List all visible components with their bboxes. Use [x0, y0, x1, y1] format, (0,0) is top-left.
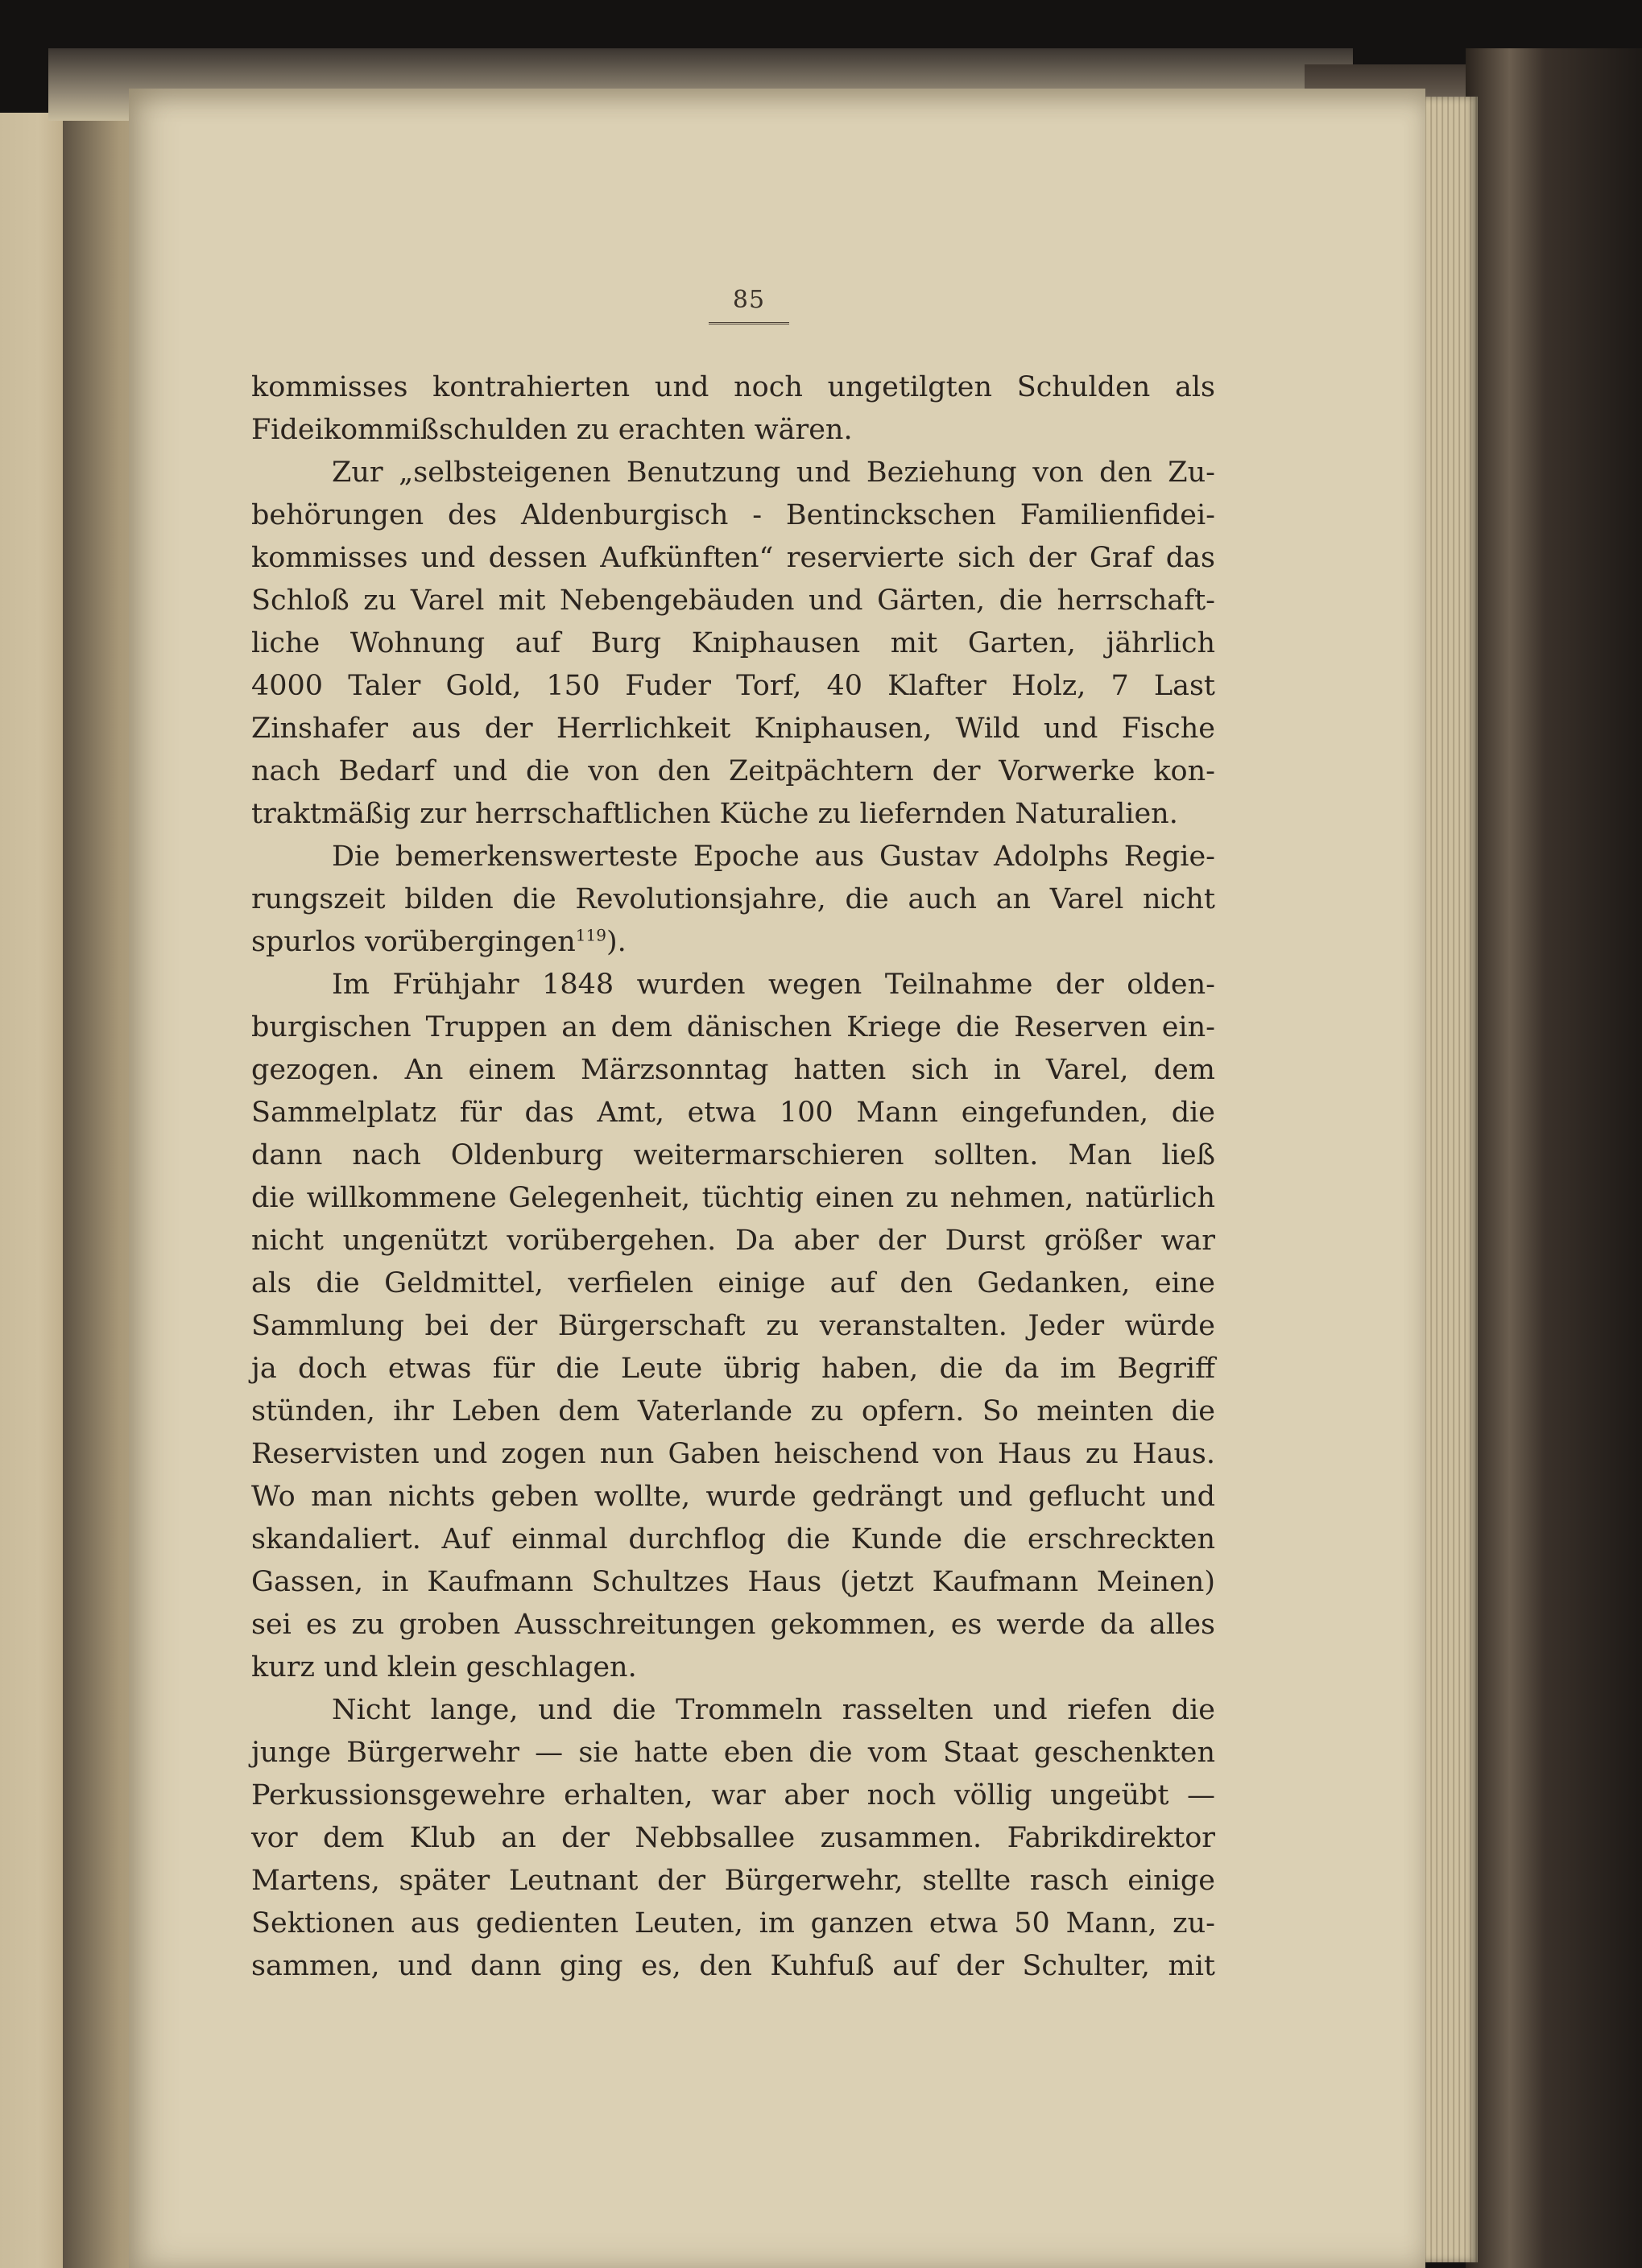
- text-line: kommisses und dessen Aufkünften“ reservierte sich der Graf das: [251, 542, 1215, 574]
- text-line: Im Frühjahr 1848 wurden wegen Teilnahme der olden-: [332, 969, 1215, 1001]
- text-line: Nicht lange, und die Trommeln rasselten und riefen die: [332, 1694, 1215, 1726]
- text-line: Sektionen aus gedienten Leuten, im ganzen etwa 50 Mann, zu-: [251, 1907, 1215, 1940]
- text-line: sei es zu groben Ausschreitungen gekommen, es werde da alles: [251, 1609, 1215, 1641]
- text-line: Wo man nichts geben wollte, wurde gedrängt und geflucht und: [251, 1481, 1215, 1513]
- text-line: Martens, später Leutnant der Bürgerwehr, stellte rasch einige: [251, 1865, 1215, 1897]
- text-line: traktmäßig zur herrschaftlichen Küche zu liefernden Naturalien.: [251, 798, 1178, 830]
- text-line: Zinshafer aus der Herrlichkeit Kniphausen, Wild und Fische: [251, 713, 1215, 745]
- text-line: Zur „selbsteigenen Benutzung und Beziehung von den Zu-: [332, 456, 1215, 489]
- text-line: spurlos vorübergingen: [251, 926, 576, 958]
- footnote-reference: 119: [575, 925, 606, 945]
- page-number: 85: [732, 286, 766, 314]
- text-line: ja doch etwas für die Leute übrig haben, die da im Begriff: [251, 1353, 1215, 1385]
- text-line: behörungen des Aldenburgisch - Bentinckschen Familienfidei-: [251, 499, 1215, 531]
- text-line: Schloß zu Varel mit Nebengebäuden und Gärten, die herrschaft-: [251, 585, 1215, 617]
- text-line: Gassen, in Kaufmann Schultzes Haus (jetzt Kaufmann Meinen): [251, 1566, 1215, 1598]
- text-line: stünden, ihr Leben dem Vaterlande zu opfern. So meinten die: [251, 1395, 1215, 1427]
- book-cover-edge: [1466, 48, 1642, 2268]
- text-line: burgischen Truppen an dem dänischen Kriege die Reserven ein-: [251, 1011, 1215, 1043]
- previous-page-edge: [0, 113, 64, 2268]
- text-line: sammen, und dann ging es, den Kuhfuß auf der Schulter, mit: [251, 1950, 1215, 1982]
- text-line: gezogen. An einem Märzsonntag hatten sich in Varel, dem: [251, 1054, 1215, 1086]
- text-line: Reservisten und zogen nun Gaben heischend von Haus zu Haus.: [251, 1438, 1215, 1470]
- text-line: Perkussionsgewehre erhalten, war aber noch völlig ungeübt —: [251, 1779, 1215, 1812]
- text-line: als die Geldmittel, verfielen einige auf den Gedanken, eine: [251, 1267, 1215, 1299]
- text-line: Die bemerkenswerteste Epoche aus Gustav Adolphs Regie-: [332, 841, 1215, 873]
- text-line: skandaliert. Auf einmal durchflog die Kunde die erschreckten: [251, 1523, 1215, 1555]
- text-line: nicht ungenützt vorübergehen. Da aber der Durst größer war: [251, 1225, 1215, 1257]
- text-line: Fideikommißschulden zu erachten wären.: [251, 414, 853, 446]
- text-line-with-footnote: [251, 921, 1215, 964]
- text-line: vor dem Klub an der Nebbsallee zusammen. Fabrikdirektor: [251, 1822, 1215, 1854]
- text-line: Sammelplatz für das Amt, etwa 100 Mann eingefunden, die: [251, 1097, 1215, 1129]
- page-number-rule: [709, 322, 789, 324]
- text-line: Sammlung bei der Bürgerschaft zu veranstalten. Jeder würde: [251, 1310, 1215, 1342]
- text-line: liche Wohnung auf Burg Kniphausen mit Garten, jährlich: [251, 627, 1215, 659]
- text-line: 4000 Taler Gold, 150 Fuder Torf, 40 Klafter Holz, 7 Last: [251, 670, 1215, 702]
- text-line: die willkommene Gelegenheit, tüchtig einen zu nehmen, natürlich: [251, 1182, 1215, 1214]
- text-line: dann nach Oldenburg weitermarschieren sollten. Man ließ: [251, 1139, 1215, 1171]
- text-line: kurz und klein geschlagen.: [251, 1651, 637, 1683]
- text-line: nach Bedarf und die von den Zeitpächtern der Vorwerke kon-: [251, 755, 1215, 787]
- stacked-page-edges: [1421, 97, 1478, 2262]
- text-line: kommisses kontrahierten und noch ungetilgten Schulden als: [251, 371, 1215, 403]
- footnote-suffix: ).: [606, 926, 627, 958]
- body-text: [251, 366, 1215, 1988]
- text-line: junge Bürgerwehr — sie hatte eben die vom Staat geschenkten: [251, 1737, 1215, 1769]
- text-line: rungszeit bilden die Revolutionsjahre, die auch an Varel nicht: [251, 883, 1215, 915]
